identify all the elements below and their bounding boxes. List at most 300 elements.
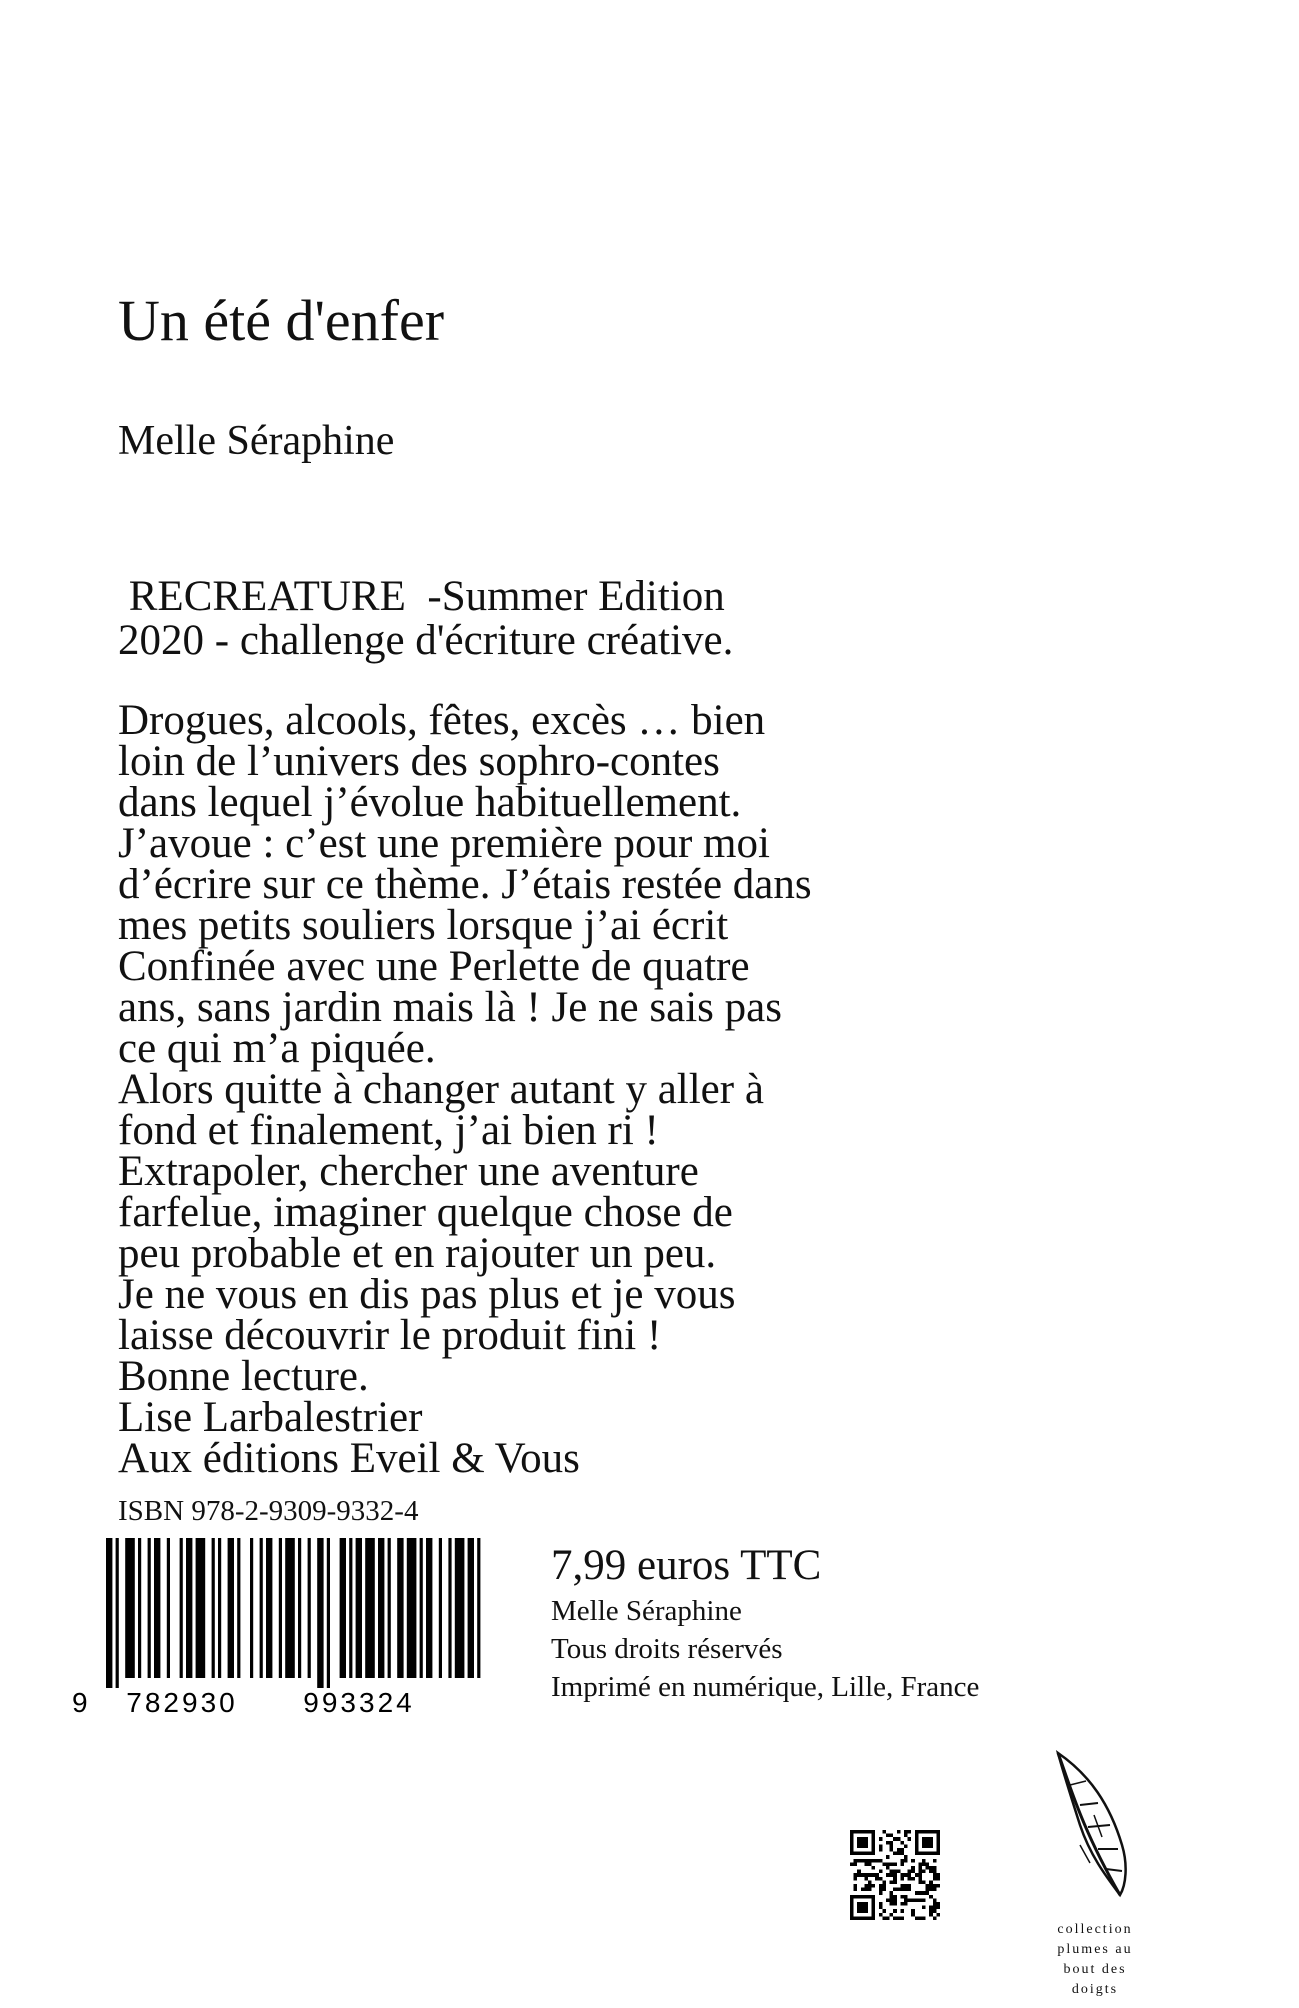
qr-module — [918, 1852, 922, 1856]
qr-module — [890, 1880, 894, 1884]
qr-module — [872, 1859, 876, 1863]
qr-module — [890, 1891, 894, 1895]
qr-module — [872, 1844, 876, 1848]
qr-module — [926, 1852, 930, 1856]
qr-module — [864, 1873, 868, 1877]
qr-module — [864, 1888, 868, 1892]
qr-module — [918, 1891, 922, 1895]
qr-module — [918, 1877, 922, 1881]
barcode-bar — [388, 1538, 391, 1678]
blurb-line: ans, sans jardin mais là ! Je ne sais pas — [118, 984, 782, 1031]
qr-module — [911, 1913, 915, 1917]
isbn-label: ISBN 978-2-9309-9332-4 — [118, 1495, 419, 1527]
qr-module — [929, 1841, 933, 1845]
qr-module — [922, 1862, 926, 1866]
qr-module — [926, 1866, 930, 1870]
qr-module — [868, 1880, 872, 1884]
qr-module — [857, 1895, 861, 1899]
qr-module — [872, 1898, 876, 1902]
qr-module — [893, 1916, 897, 1920]
qr-module — [861, 1873, 865, 1877]
qr-module — [911, 1866, 915, 1870]
qr-module — [933, 1830, 937, 1834]
qr-module — [900, 1862, 904, 1866]
qr-module — [850, 1895, 854, 1899]
qr-module — [872, 1848, 876, 1852]
qr-module — [864, 1862, 868, 1866]
qr-module — [897, 1888, 901, 1892]
imprint-block — [551, 1540, 1251, 1706]
qr-module — [857, 1870, 861, 1874]
series-line: RECREATURE -Summer Edition — [118, 573, 725, 620]
qr-module — [936, 1844, 940, 1848]
barcode-bar — [468, 1538, 474, 1678]
qr-module — [922, 1859, 926, 1863]
blurb-line: laisse découvrir le produit fini ! — [118, 1312, 662, 1359]
qr-module — [922, 1906, 926, 1910]
qr-module — [893, 1873, 897, 1877]
barcode-bar — [212, 1538, 215, 1678]
qr-module — [850, 1834, 854, 1838]
qr-module — [857, 1916, 861, 1920]
blurb-line: mes petits souliers lorsque j’ai écrit — [118, 902, 729, 949]
qr-module — [897, 1916, 901, 1920]
qr-module — [857, 1830, 861, 1834]
qr-module — [850, 1913, 854, 1917]
qr-module — [879, 1844, 883, 1848]
blurb-line: Je ne vous en dis pas plus et je vous — [118, 1271, 736, 1318]
qr-module — [897, 1837, 901, 1841]
qr-module — [933, 1888, 937, 1892]
qr-module — [861, 1909, 865, 1913]
qr-module — [872, 1841, 876, 1845]
qr-module — [922, 1916, 926, 1920]
qr-module — [908, 1898, 912, 1902]
qr-module — [908, 1877, 912, 1881]
qr-module — [918, 1870, 922, 1874]
qr-module — [893, 1862, 897, 1866]
qr-module — [857, 1837, 861, 1841]
qr-module — [868, 1862, 872, 1866]
barcode-bar — [308, 1538, 311, 1678]
qr-module — [929, 1870, 933, 1874]
qr-module — [857, 1841, 861, 1845]
qr-module — [900, 1841, 904, 1845]
qr-module — [882, 1830, 886, 1834]
qr-module — [915, 1844, 919, 1848]
qr-module — [936, 1884, 940, 1888]
qr-module — [918, 1862, 922, 1866]
barcode-bar — [116, 1538, 119, 1688]
qr-module — [893, 1877, 897, 1881]
qr-module — [864, 1909, 868, 1913]
qr-module — [918, 1866, 922, 1870]
qr-module — [900, 1852, 904, 1856]
qr-module — [879, 1859, 883, 1863]
blurb-line: Drogues, alcools, fêtes, excès … bien — [118, 697, 766, 744]
qr-module — [929, 1866, 933, 1870]
qr-module — [918, 1916, 922, 1920]
qr-module — [861, 1852, 865, 1856]
qr-module — [933, 1902, 937, 1906]
blurb-line: peu probable et en rajouter un peu. — [118, 1230, 717, 1277]
qr-module — [879, 1877, 883, 1881]
qr-module — [854, 1895, 858, 1899]
qr-module — [933, 1884, 937, 1888]
barcode-bar — [148, 1538, 151, 1678]
qr-module — [890, 1862, 894, 1866]
qr-module — [918, 1873, 922, 1877]
barcode-bar — [477, 1538, 480, 1678]
qr-module — [850, 1841, 854, 1845]
qr-module — [893, 1852, 897, 1856]
feather-icon — [1050, 1745, 1140, 1915]
qr-module — [915, 1841, 919, 1845]
qr-module — [915, 1837, 919, 1841]
barcode-bar — [237, 1538, 240, 1678]
qr-module — [929, 1844, 933, 1848]
qr-module — [868, 1916, 872, 1920]
qr-module — [879, 1848, 883, 1852]
qr-module — [908, 1830, 912, 1834]
qr-module — [911, 1859, 915, 1863]
qr-module — [918, 1880, 922, 1884]
qr-module — [890, 1895, 894, 1899]
blurb-line: d’écrire sur ce thème. J’étais restée dans — [118, 861, 812, 908]
qr-module — [893, 1888, 897, 1892]
qr-module — [890, 1902, 894, 1906]
qr-module — [854, 1852, 858, 1856]
qr-module — [915, 1834, 919, 1838]
barcode-bar — [327, 1538, 330, 1688]
qr-module — [904, 1844, 908, 1848]
qr-module — [893, 1880, 897, 1884]
qr-module — [879, 1870, 883, 1874]
qr-module — [861, 1895, 865, 1899]
qr-module — [857, 1902, 861, 1906]
qr-module — [864, 1884, 868, 1888]
qr-module — [936, 1834, 940, 1838]
qr-module — [850, 1909, 854, 1913]
qr-module — [929, 1906, 933, 1910]
qr-module — [861, 1859, 865, 1863]
qr-module — [915, 1873, 919, 1877]
qr-module — [904, 1884, 908, 1888]
qr-module — [850, 1837, 854, 1841]
qr-module — [933, 1873, 937, 1877]
qr-module — [933, 1866, 937, 1870]
barcode-bar — [138, 1538, 141, 1678]
qr-module — [872, 1895, 876, 1899]
qr-module — [922, 1841, 926, 1845]
qr-module — [879, 1891, 883, 1895]
qr-module — [900, 1873, 904, 1877]
qr-module — [915, 1916, 919, 1920]
qr-module — [864, 1852, 868, 1856]
qr-module — [893, 1870, 897, 1874]
qr-module — [893, 1837, 897, 1841]
qr-module — [936, 1902, 940, 1906]
blurb-line: farfelue, imaginer quelque chose de — [118, 1189, 733, 1236]
barcode-bar — [317, 1538, 323, 1688]
qr-module — [893, 1909, 897, 1913]
qr-module — [890, 1873, 894, 1877]
qr-module — [890, 1913, 894, 1917]
qr-module — [915, 1852, 919, 1856]
qr-module — [857, 1844, 861, 1848]
qr-module — [890, 1834, 894, 1838]
rights-notice: Tous droits réservés — [551, 1633, 783, 1665]
qr-module — [926, 1862, 930, 1866]
qr-module — [854, 1884, 858, 1888]
qr-module — [933, 1852, 937, 1856]
qr-module — [911, 1898, 915, 1902]
qr-module — [872, 1873, 876, 1877]
qr-module — [868, 1830, 872, 1834]
qr-module — [900, 1888, 904, 1892]
qr-module — [861, 1888, 865, 1892]
qr-module — [922, 1880, 926, 1884]
qr-module — [904, 1855, 908, 1859]
qr-module — [933, 1916, 937, 1920]
qr-module — [915, 1830, 919, 1834]
qr-module — [929, 1884, 933, 1888]
qr-module — [872, 1902, 876, 1906]
qr-module — [854, 1830, 858, 1834]
qr-module — [857, 1906, 861, 1910]
qr-module — [864, 1837, 868, 1841]
barcode-bar — [349, 1538, 352, 1678]
qr-module — [929, 1852, 933, 1856]
qr-module — [926, 1841, 930, 1845]
price: 7,99 euros TTC — [551, 1542, 822, 1589]
qr-module — [882, 1884, 886, 1888]
qr-module — [886, 1873, 890, 1877]
qr-module — [890, 1898, 894, 1902]
collection-line: plumes au — [1057, 1942, 1133, 1957]
blurb-line: Lise Larbalestrier — [118, 1394, 423, 1441]
barcode-bar — [365, 1538, 375, 1678]
qr-module — [908, 1873, 912, 1877]
qr-module — [872, 1837, 876, 1841]
qr-module — [850, 1844, 854, 1848]
barcode-bar — [298, 1538, 301, 1678]
qr-module — [875, 1877, 879, 1881]
qr-module — [850, 1862, 854, 1866]
blurb-line: J’avoue : c’est une première pour moi — [118, 820, 770, 867]
barcode-bar — [448, 1538, 451, 1678]
qr-module — [933, 1870, 937, 1874]
qr-module — [886, 1866, 890, 1870]
qr-module — [850, 1852, 854, 1856]
qr-module — [875, 1873, 879, 1877]
qr-module — [886, 1841, 890, 1845]
series-line: 2020 - challenge d'écriture créative. — [118, 617, 734, 664]
qr-module — [911, 1877, 915, 1881]
qr-module — [926, 1830, 930, 1834]
qr-module — [872, 1906, 876, 1910]
qr-module — [929, 1888, 933, 1892]
qr-module — [854, 1888, 858, 1892]
qr-module — [922, 1898, 926, 1902]
qr-module — [854, 1873, 858, 1877]
qr-module — [904, 1888, 908, 1892]
blurb-line: loin de l’univers des sophro-contes — [118, 738, 720, 785]
qr-module — [900, 1859, 904, 1863]
qr-module — [893, 1895, 897, 1899]
collection-mark — [1040, 1920, 1150, 2000]
qr-module — [900, 1902, 904, 1906]
qr-module — [936, 1852, 940, 1856]
qr-module — [872, 1884, 876, 1888]
qr-module — [861, 1906, 865, 1910]
qr-module — [854, 1862, 858, 1866]
qr-module — [886, 1834, 890, 1838]
qr-module — [868, 1873, 872, 1877]
qr-module — [850, 1906, 854, 1910]
qr-module — [900, 1848, 904, 1852]
qr-module — [908, 1884, 912, 1888]
barcode-bar — [106, 1538, 112, 1688]
qr-module — [900, 1909, 904, 1913]
qr-module — [904, 1834, 908, 1838]
barcode-bar — [455, 1538, 465, 1678]
qr-module — [904, 1902, 908, 1906]
qr-module — [850, 1898, 854, 1902]
qr-module — [890, 1841, 894, 1845]
qr-module — [857, 1873, 861, 1877]
blurb-line: Bonne lecture. — [118, 1353, 369, 1400]
qr-module — [900, 1916, 904, 1920]
qr-module — [868, 1884, 872, 1888]
qr-module — [936, 1837, 940, 1841]
qr-module — [922, 1870, 926, 1874]
collection-line: doigts — [1071, 1982, 1119, 1997]
qr-module — [897, 1870, 901, 1874]
qr-module — [915, 1891, 919, 1895]
blurb-line: Confinée avec une Perlette de quatre — [118, 943, 750, 990]
barcode-bar — [260, 1538, 263, 1678]
qr-module — [922, 1844, 926, 1848]
qr-module — [854, 1859, 858, 1863]
blurb-line: Alors quitte à changer autant y aller à — [118, 1066, 764, 1113]
back-cover-blurb — [118, 697, 1218, 1482]
qr-module — [929, 1830, 933, 1834]
qr-module — [890, 1870, 894, 1874]
qr-code-icon — [850, 1830, 940, 1920]
book-title: Un été d'enfer — [118, 288, 445, 353]
blurb-line: dans lequel j’évolue habituellement. — [118, 779, 742, 826]
qr-module — [933, 1859, 937, 1863]
qr-module — [879, 1902, 883, 1906]
qr-module — [875, 1859, 879, 1863]
qr-module — [915, 1898, 919, 1902]
qr-module — [879, 1884, 883, 1888]
qr-module — [864, 1916, 868, 1920]
barcode-digits-right: 993324 — [303, 1687, 415, 1718]
qr-module — [893, 1902, 897, 1906]
barcode-bar — [250, 1538, 253, 1678]
qr-module — [918, 1830, 922, 1834]
qr-module — [868, 1888, 872, 1892]
qr-module — [936, 1848, 940, 1852]
qr-module — [868, 1859, 872, 1863]
barcode-bar — [196, 1538, 206, 1678]
qr-module — [929, 1913, 933, 1917]
barcode-bar — [285, 1538, 295, 1678]
barcode-bar — [228, 1538, 234, 1678]
qr-module — [882, 1909, 886, 1913]
qr-module — [886, 1855, 890, 1859]
printing-info: Imprimé en numérique, Lille, France — [551, 1671, 980, 1703]
qr-module — [922, 1830, 926, 1834]
barcode-bar — [125, 1538, 135, 1678]
qr-module — [918, 1898, 922, 1902]
qr-module — [864, 1859, 868, 1863]
qr-module — [864, 1902, 868, 1906]
qr-module — [936, 1877, 940, 1881]
qr-module — [933, 1906, 937, 1910]
qr-module — [857, 1852, 861, 1856]
qr-module — [890, 1848, 894, 1852]
qr-module — [864, 1906, 868, 1910]
qr-module — [911, 1909, 915, 1913]
isbn-barcode — [70, 1538, 490, 1718]
barcode-bars — [106, 1538, 480, 1688]
qr-module — [922, 1837, 926, 1841]
qr-module — [861, 1916, 865, 1920]
qr-module — [915, 1848, 919, 1852]
barcode-digit-first: 9 — [72, 1687, 88, 1718]
collection-line: collection — [1057, 1922, 1133, 1937]
qr-module — [872, 1866, 876, 1870]
qr-module — [872, 1834, 876, 1838]
qr-module — [861, 1841, 865, 1845]
barcode-bar — [378, 1538, 384, 1678]
qr-module — [908, 1837, 912, 1841]
qr-module — [850, 1916, 854, 1920]
qr-module — [904, 1895, 908, 1899]
qr-module — [926, 1891, 930, 1895]
qr-module — [857, 1909, 861, 1913]
barcode-bar — [340, 1538, 346, 1678]
qr-module — [926, 1837, 930, 1841]
qr-module — [904, 1830, 908, 1834]
qr-module — [882, 1888, 886, 1892]
qr-module — [879, 1837, 883, 1841]
qr-module — [936, 1873, 940, 1877]
barcode-bar — [167, 1538, 170, 1678]
qr-module — [868, 1895, 872, 1899]
qr-module — [864, 1841, 868, 1845]
qr-module — [936, 1913, 940, 1917]
qr-module — [922, 1852, 926, 1856]
qr-module — [908, 1870, 912, 1874]
qr-module — [879, 1913, 883, 1917]
publisher-name: Melle Séraphine — [551, 1595, 742, 1627]
barcode-bar — [397, 1538, 403, 1678]
barcode-bar — [426, 1538, 432, 1678]
qr-module — [882, 1862, 886, 1866]
barcode-bar — [154, 1538, 160, 1678]
qr-module — [882, 1880, 886, 1884]
qr-module — [900, 1877, 904, 1881]
barcode-bar — [180, 1538, 183, 1678]
qr-module — [897, 1830, 901, 1834]
qr-module — [908, 1888, 912, 1892]
qr-module — [850, 1902, 854, 1906]
qr-module — [929, 1837, 933, 1841]
